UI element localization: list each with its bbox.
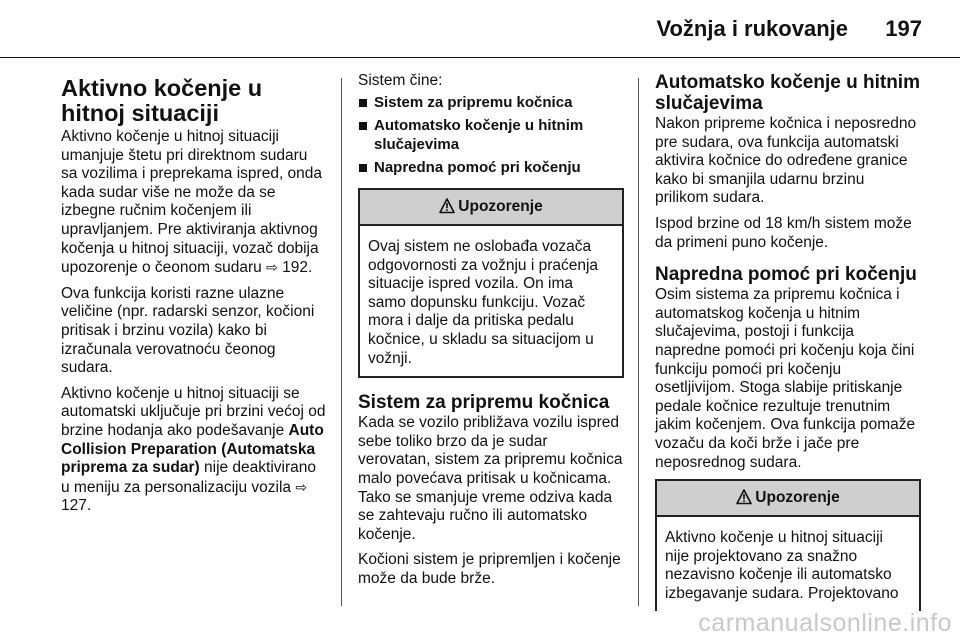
paragraph: Aktivno kočenje u hitnoj situaciji se automatski uključuje pri brzini većoj od brzine hodanja ako podešavanje Auto Collision Preparation (Automatska priprema za sudar) nije deaktivirano u meniju za personalizaciju vozila ⇨ 127. [61, 384, 326, 515]
header-divider [0, 57, 960, 58]
column-right [655, 72, 921, 642]
warning-box [655, 479, 921, 611]
page-reference[interactable]: 127. [61, 497, 92, 515]
warning-triangle-icon [439, 198, 455, 214]
warning-box [358, 188, 624, 378]
column-divider [341, 78, 342, 606]
warning-header [360, 190, 622, 226]
column-middle [358, 72, 624, 642]
list-item: Automatsko kočenje u hitnim slučajevima [358, 117, 624, 154]
warning-header [657, 481, 919, 517]
paragraph: Sistem čine: [358, 72, 443, 89]
warning-triangle-icon [736, 489, 752, 505]
paragraph: Osim sistema za pripremu kočnica i automatskog kočenja u hitnim slučajevima, postoji i funkcija napredne pomoći pri kočenju koja čini funkciju pomoći pri kočenju osetljivijom. Stoga slabije pritiskanje pedale kočnice rezultuje trenutnim jakim kočenjem. Ova funkcija pomaže vozaču da koči brže i jače pre neposrednog sudara. [655, 286, 916, 471]
warning-title: Upozorenje [458, 197, 543, 215]
paragraph: Nakon pripreme kočnica i neposredno pre sudara, ova funkcija automatski aktivira kočnice do određene granice kako bi smanjila udarnu brzinu prilikom sudara. [655, 115, 917, 207]
paragraph: Ova funkcija koristi razne ulazne veličine (npr. radarski senzor, kočioni pritisak i brzinu vozila) kako bi izračunala verovatnoću čeonog sudara. [61, 284, 315, 377]
watermark: carmanualsonline.info [698, 609, 952, 637]
warning-text: Aktivno kočenje u hitnoj situaciji nije projektovano za snažno nezavisno kočenje ili automatsko izbegavanje sudara. Projektovano [665, 529, 899, 602]
section-heading: Sistem za pripremu kočnica [358, 392, 610, 414]
paragraph: Ispod brzine od 18 km/h sistem može da primeni puno kočenje. [655, 214, 912, 251]
bullet-square-icon [359, 164, 367, 172]
bullet-square-icon [359, 122, 367, 130]
page-reference[interactable]: 192. [282, 259, 313, 277]
paragraph: Kada se vozilo približava vozilu ispred sebe toliko brzo da je sudar verovatan, sistem za pripremu kočnica malo povećava pritisak u kočnicama. Tako se smanjuje vreme odziva kada se zahtevaju ručno ili automatsko kočenje. [358, 414, 623, 543]
setting-name: Auto Collision Preparation (Automatska priprema za sudar) [61, 421, 324, 477]
paragraph: Aktivno kočenje u hitnoj situaciji umanjuje štetu pri direktnom sudaru sa vozilima i preprekama ispred, onda kada sudar više ne može da se izbegne ručnim kočenjem ili upravljanjem. Pre aktiviranja aktivnog kočenja u hitnoj situaciji, vozač dobija upozorenje o čeonom sudaru ⇨ 192. [61, 128, 323, 277]
warning-text: Ovaj sistem ne oslobađa vozača odgovornosti za vožnju i praćenja situacije ispred vozila. On ima samo dopunsku funkciju. Vozač mora i dalje da pritiska pedalu kočnice, u skladu sa situacijom u vožnji. [368, 237, 599, 367]
bullet-square-icon [359, 99, 367, 107]
list-item: Sistem za pripremu kočnica [358, 94, 624, 113]
section-heading: Aktivno kočenje u hitnoj situaciji [61, 75, 263, 126]
warning-title: Upozorenje [755, 488, 840, 506]
page-reference-arrow-icon: ⇨ [266, 259, 278, 276]
column-left [61, 72, 327, 642]
page-header [0, 0, 960, 58]
section-heading: Napredna pomoć pri kočenju [655, 264, 917, 286]
section-heading: Automatsko kočenje u hitnim slučajevima [655, 72, 920, 114]
column-divider [638, 78, 639, 606]
page-number: 197 [885, 16, 922, 41]
bullet-list [358, 94, 624, 178]
chapter-title: Vožnja i rukovanje [656, 16, 848, 41]
paragraph: Kočioni sistem je pripremljen i kočenje može da bude brže. [358, 551, 621, 587]
list-item: Napredna pomoć pri kočenju [358, 159, 624, 178]
page-reference-arrow-icon: ⇨ [295, 478, 308, 495]
